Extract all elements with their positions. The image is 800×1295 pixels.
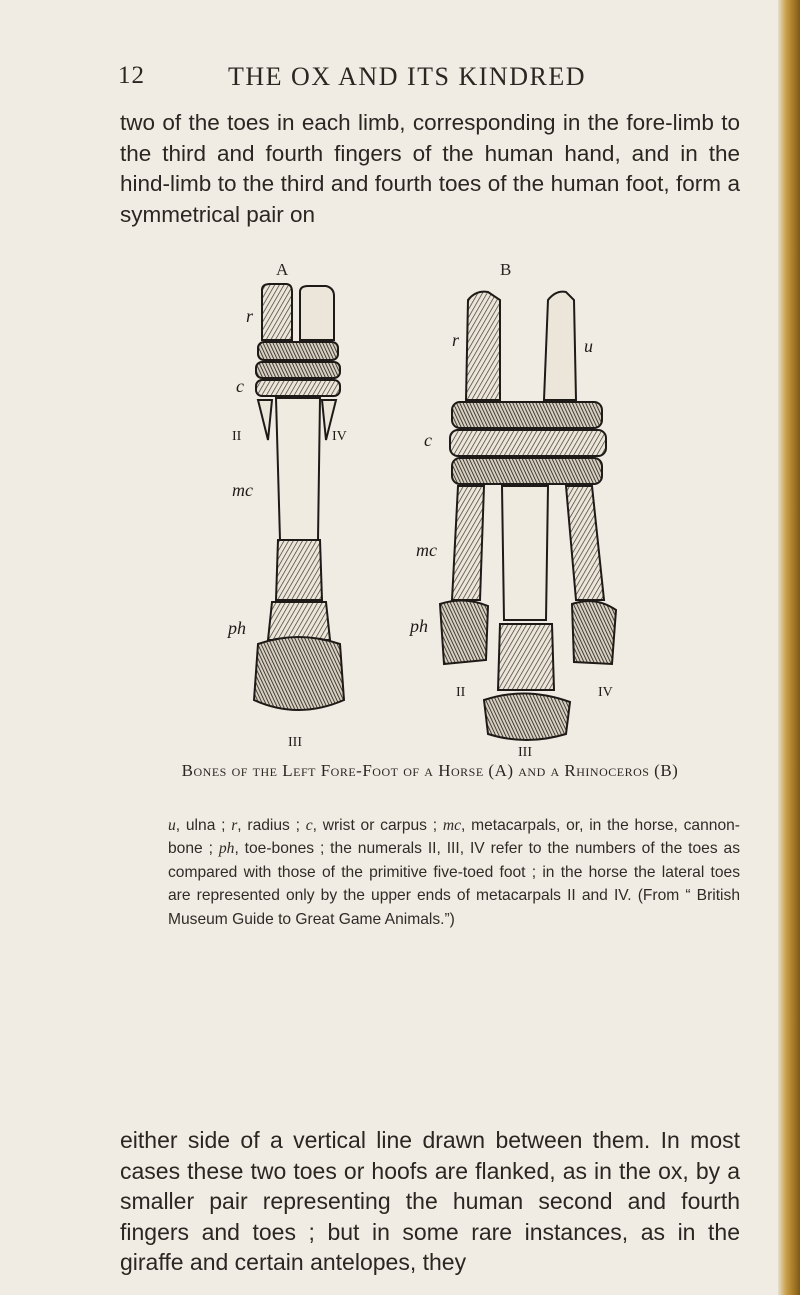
- label-b-ph: ph: [410, 616, 428, 636]
- label-b-iii: III: [518, 745, 532, 760]
- page-number: 12: [118, 62, 145, 89]
- running-title: THE OX AND ITS KINDRED: [228, 62, 586, 91]
- label-a-iv: IV: [332, 429, 347, 444]
- label-a-mc: mc: [232, 480, 253, 500]
- figure-caption-body: u, ulna ; r, radius ; c, wrist or carpus ; mc, metacarpals, or, in the horse, cannon-bone ; ph, toe-bones ; the numerals II, III, IV refer to the numbers of the toes as compared with those of the primitive five-toed foot ; in the horse the lateral toes are represented only by the upper ends of metacarpals II and IV. (From “ British Museum Guide to Great Game Animals.”): [168, 817, 741, 928]
- label-a-iii: III: [288, 735, 302, 750]
- label-b-r: r: [452, 330, 460, 350]
- rhinoceros-foot-drawing: [440, 292, 616, 740]
- figure-caption-title: Bones of the Left Fore-Foot of a Horse (A) and a Rhinoceros (B): [181, 761, 679, 780]
- panel-b-letter: B: [500, 260, 512, 279]
- panel-a-letter: A: [276, 260, 289, 279]
- label-a-ph: ph: [228, 618, 246, 638]
- label-b-c: c: [424, 430, 432, 450]
- label-b-iv: IV: [598, 685, 613, 700]
- label-a-c: c: [236, 376, 244, 396]
- label-b-mc: mc: [416, 540, 437, 560]
- label-a-r: r: [246, 306, 254, 326]
- label-b-u: u: [584, 336, 593, 356]
- body-paragraph-top: two of the toes in each limb, corresponding in the fore-limb to the third and fourth fingers of the human hand, and in the hind-limb to the third and fourth toes of the human foot, form a symmetrical pair on: [120, 110, 740, 228]
- label-b-ii: II: [456, 685, 466, 700]
- horse-foot-drawing: [254, 284, 344, 710]
- label-a-ii: II: [232, 429, 242, 444]
- body-paragraph-bottom: either side of a vertical line drawn between them. In most cases these two toes or hoofs are flanked, as in the ox, by a smaller pair representing the human second and fourth fingers and toes ; but in some rare instances, as in the giraffe and certain antelopes, they: [120, 1127, 740, 1275]
